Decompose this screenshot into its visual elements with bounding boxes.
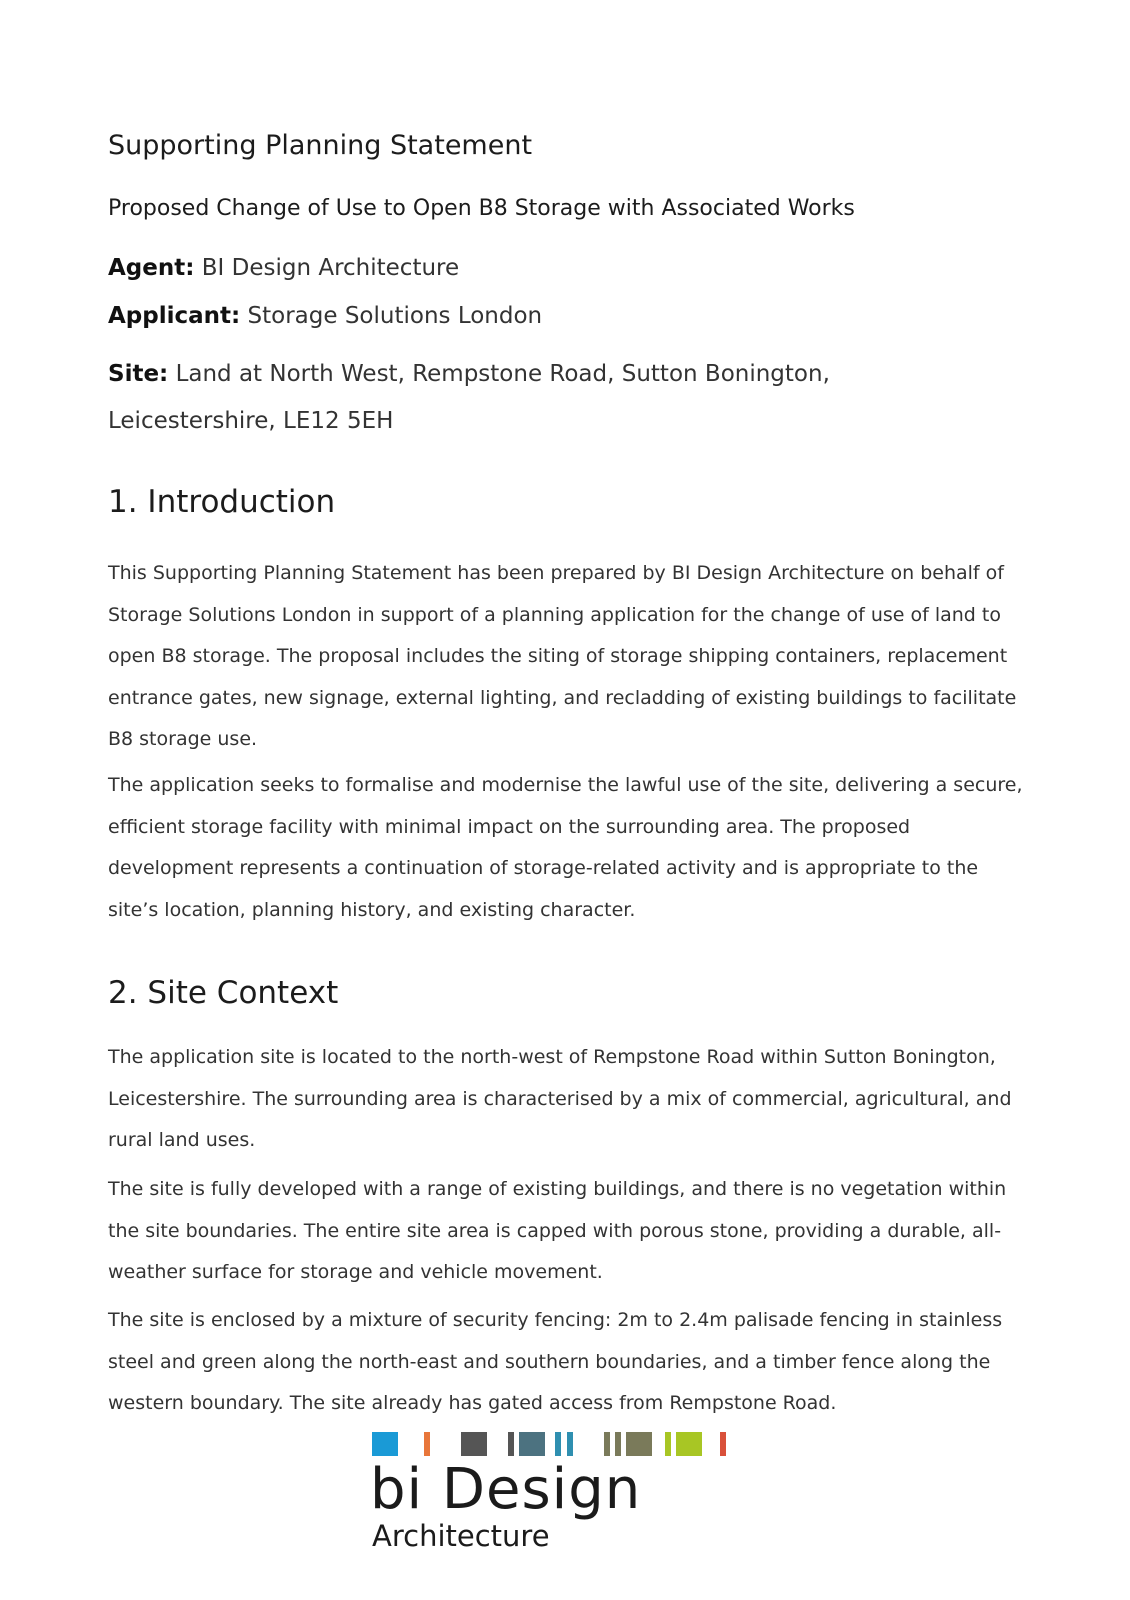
applicant-value: Storage Solutions London bbox=[247, 303, 543, 329]
site-context-paragraph-2: The site is fully developed with a range of existing buildings, and there is no vegetation within the site boundaries. The entire site area is capped with porous stone, providing a durable, all-weather surface for storage and vehicle movement. bbox=[108, 1178, 1007, 1283]
logo-bar-olive-2 bbox=[615, 1432, 621, 1456]
logo-bar-grey-thin bbox=[508, 1432, 514, 1456]
introduction-paragraph-1: This Supporting Planning Statement has been prepared by BI Design Architecture on behalf of Storage Solutions London in support of a planning application for the change of use of land to open B8 storage. The proposal includes the siting of storage shipping containers, replacement entrance gates, new signage, external lighting, and recladding of existing buildings to facilitate B8 storage use. bbox=[108, 562, 1017, 750]
bi-design-logo bbox=[372, 1432, 752, 1572]
agent-value: BI Design Architecture bbox=[201, 255, 460, 281]
logo-bar-teal-1 bbox=[555, 1432, 561, 1456]
site-line bbox=[108, 351, 868, 445]
logo-bar-orange bbox=[424, 1432, 430, 1456]
applicant-line bbox=[108, 303, 542, 329]
logo-bar-red bbox=[720, 1432, 726, 1456]
applicant-label: Applicant: bbox=[108, 303, 241, 329]
introduction-paragraph-2: The application seeks to formalise and modernise the lawful use of the site, delivering a secure, efficient storage facility with minimal impact on the surrounding area. The proposed development represents a continuation of storage-related activity and is appropriate to the site’s location, planning history, and existing character. bbox=[108, 774, 1023, 921]
site-context-paragraph-1: The application site is located to the north-west of Rempstone Road within Sutton Bonington, Leicestershire. The surrounding area is characterised by a mix of commercial, agricultural, and rural land uses. bbox=[108, 1046, 1012, 1151]
logo-bar-blue bbox=[372, 1432, 398, 1456]
agent-label: Agent: bbox=[108, 255, 195, 281]
site-context-paragraph-3: The site is enclosed by a mixture of security fencing: 2m to 2.4m palisade fencing in stainless steel and green along the north-east and southern boundaries, and a timber fence along the western boundary. The site already has gated access from Rempstone Road. bbox=[108, 1309, 1003, 1414]
logo-bar-grey bbox=[461, 1432, 487, 1456]
site-label: Site: bbox=[108, 361, 169, 387]
logo-subtitle: Architecture bbox=[372, 1519, 550, 1553]
section-heading-site-context: 2. Site Context bbox=[108, 975, 339, 1011]
document-title: Supporting Planning Statement bbox=[108, 130, 533, 161]
document-subtitle: Proposed Change of Use to Open B8 Storage with Associated Works bbox=[108, 196, 855, 221]
logo-bar-olive-block bbox=[626, 1432, 652, 1456]
logo-bar-teal-2 bbox=[567, 1432, 573, 1456]
logo-wordmark: bi Design bbox=[370, 1457, 642, 1522]
agent-line bbox=[108, 255, 459, 281]
logo-bar-slate bbox=[519, 1432, 545, 1456]
site-value: Land at North West, Rempstone Road, Sutton Bonington, Leicestershire, LE12 5EH bbox=[108, 361, 830, 434]
section-heading-introduction: 1. Introduction bbox=[108, 484, 336, 520]
logo-bar-olive-1 bbox=[604, 1432, 610, 1456]
logo-bar-lime bbox=[676, 1432, 702, 1456]
logo-bar-lime-thin bbox=[665, 1432, 671, 1456]
